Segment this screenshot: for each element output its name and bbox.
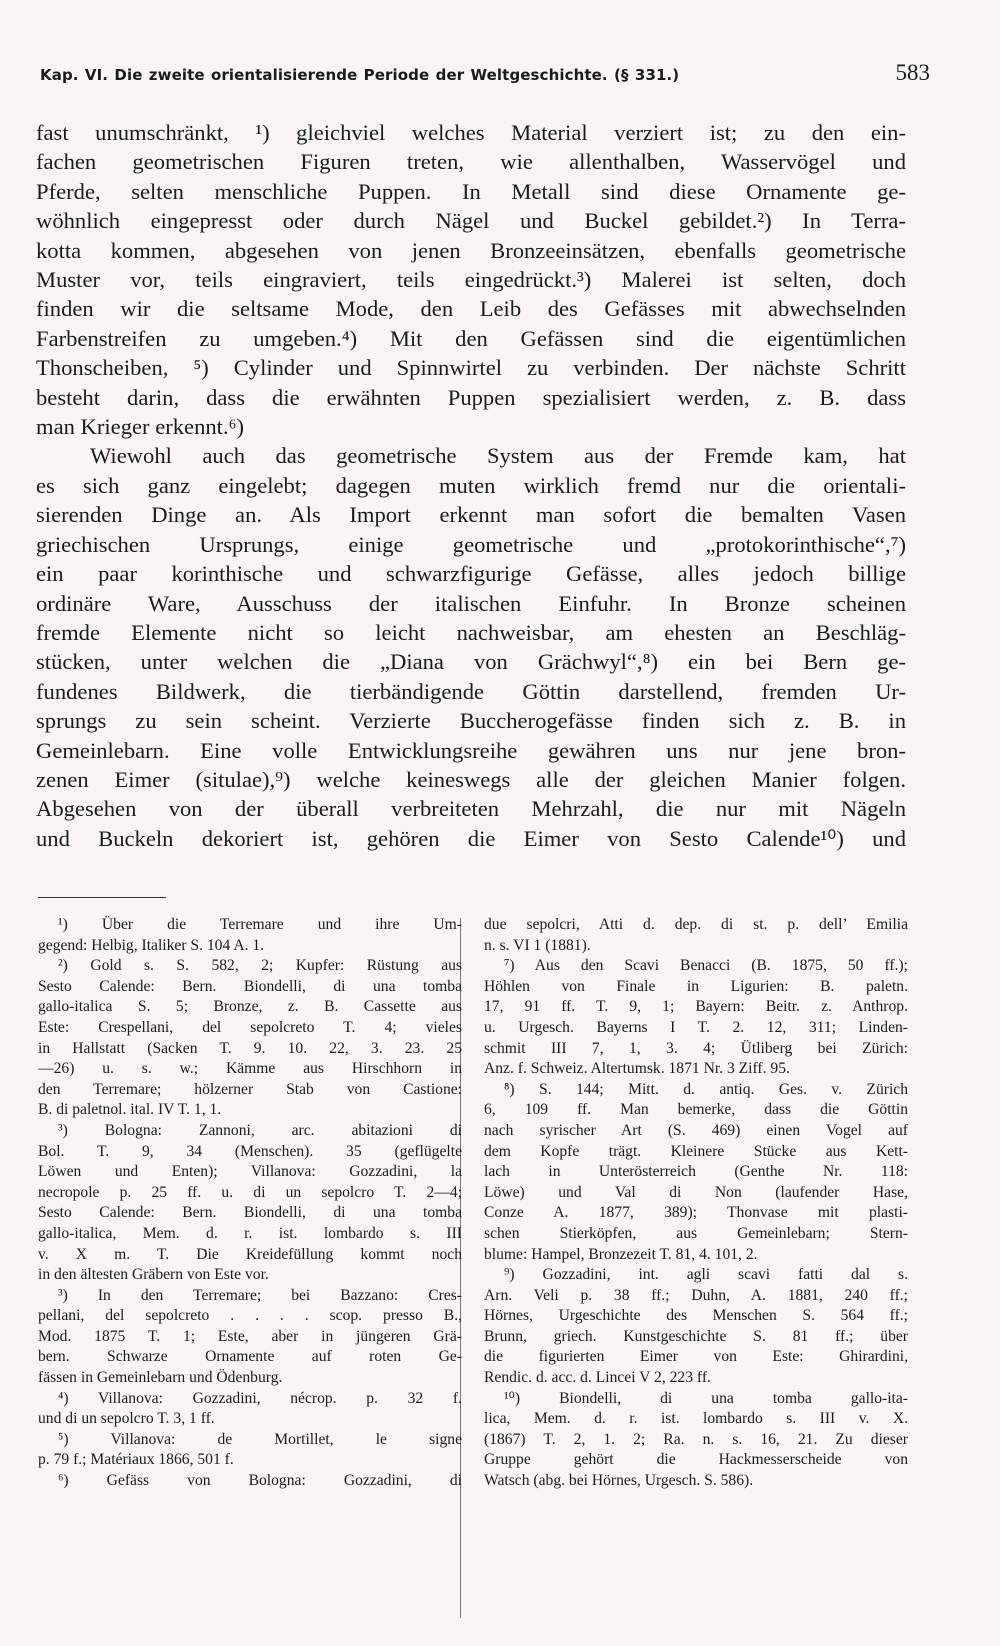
footnote-line: ¹⁰) Biondelli, di una tomba gallo-ita- — [504, 1389, 908, 1407]
footnote-line: nach syrischer Art (S. 469) einen Vogel auf — [484, 1121, 908, 1139]
footnote-line: Este: Crespellani, del sepolcreto T. 4; vieles — [38, 1018, 462, 1036]
footnote-line: v. X m. T. Die Kreidefüllung kommt noch — [38, 1245, 462, 1263]
footnote-line: Brunn, griech. Kunstgeschichte S. 81 ff.; über — [484, 1327, 908, 1345]
footnote-rule — [38, 897, 166, 898]
footnote-line: (1867) T. 2, 1. 2; Ra. n. s. 16, 21. Zu dieser — [484, 1430, 908, 1448]
text-line: fremde Elemente nicht so leicht nachweisbar, am ehesten an Beschläg- — [36, 619, 906, 645]
footnote-line: fässen in Gemeinlebarn und Ödenburg. — [38, 1369, 283, 1387]
footnote-line: Höhlen von Finale in Ligurien: B. paletn. — [484, 977, 908, 995]
footnote-line: lach in Unterösterreich (Genthe Nr. 118: — [484, 1163, 908, 1181]
footnote-line: schen Stierköpfen, aus Gemeinlebarn; Stern- — [484, 1224, 908, 1242]
footnote-line: B. di paletnol. ital. IV T. 1, 1. — [38, 1101, 222, 1119]
text-line: es sich ganz eingelebt; dagegen muten wirklich fremd nur die orientali- — [36, 472, 906, 498]
footnote-line: blume: Hampel, Bronzezeit T. 81, 4. 101, 2. — [484, 1245, 758, 1263]
text-line: Abgesehen von der überall verbreiteten Mehrzahl, die nur mit Nägeln — [36, 796, 906, 822]
footnote-line: ³) Bologna: Zannoni, arc. abitazioni di — [58, 1121, 462, 1139]
footnote-line: ³) In den Terremare; bei Bazzano: Cres- — [58, 1286, 462, 1304]
footnote-line: gallo-italica S. 5; Bronze, z. B. Cassette aus — [38, 998, 462, 1016]
footnote-line: p. 79 f.; Matériaux 1866, 501 f. — [38, 1451, 234, 1469]
text-line: fachen geometrischen Figuren treten, wie allenthalben, Wasservögel und — [36, 149, 906, 175]
footnote-line: —26) u. s. w.; Kämme aus Hirschhorn in — [38, 1060, 462, 1078]
footnote-line: Conze A. 1877, 389); Thonvase mit plasti- — [484, 1204, 908, 1222]
footnote-line: 17, 91 ff. T. 9, 1; Bayern: Beitr. z. Anthrop. — [484, 998, 908, 1016]
text-line: man Krieger erkennt.⁶) — [36, 414, 244, 440]
footnote-line: gegend: Helbig, Italiker S. 104 A. 1. — [38, 936, 265, 954]
footnote-line: Hörnes, Urgeschichte des Menschen S. 564 ff.; — [484, 1307, 908, 1325]
footnote-line: Sesto Calende: Bern. Biondelli, di una tomba — [38, 1204, 462, 1222]
footnote-line: n. s. VI 1 (1881). — [484, 936, 591, 954]
footnote-line: Arn. Veli p. 38 ff.; Duhn, A. 1881, 240 ff.; — [484, 1286, 908, 1304]
footnote-line: und di un sepolcro T. 3, 1 ff. — [38, 1410, 215, 1428]
text-line: Pferde, selten menschliche Puppen. In Metall sind diese Ornamente ge- — [36, 178, 906, 204]
footnote-line: in den ältesten Gräbern von Este vor. — [38, 1266, 269, 1284]
text-line: Wiewohl auch das geometrische System aus der Fremde kam, hat — [90, 443, 906, 469]
text-line: ein paar korinthische und schwarzfigurige Gefässe, alles jedoch billige — [36, 561, 906, 587]
footnote-line: Bol. T. 9, 34 (Menschen). 35 (geflügelte — [38, 1142, 462, 1160]
footnote-line: necropole p. 25 ff. u. di un sepolcro T. 2—4; — [38, 1183, 462, 1201]
footnote-line: Mod. 1875 T. 1; Este, aber in jüngeren Grä- — [38, 1327, 462, 1345]
footnote-line: u. Urgesch. Bayerns I T. 2. 12, 311; Linden- — [484, 1018, 908, 1036]
footnote-line: in Hallstatt (Sacken T. 9. 10. 22, 3. 23. 25 — [38, 1039, 462, 1057]
footnotes-right-column — [484, 915, 908, 1492]
footnote-line: lica, Mem. d. r. ist. lombardo s. III v. X. — [484, 1410, 908, 1428]
footnote-line: ⁵) Villanova: de Mortillet, le signe — [58, 1430, 462, 1448]
footnote-line: ⁸) S. 144; Mitt. d. antiq. Ges. v. Zürich — [504, 1080, 908, 1098]
text-line: Muster vor, teils eingraviert, teils eingedrückt.³) Malerei ist selten, doch — [36, 267, 906, 293]
footnote-line: due sepolcri, Atti d. dep. di st. p. dell’ Emilia — [484, 916, 908, 933]
text-line: zenen Eimer (situlae),⁹) welche keineswegs alle der gleichen Manier folgen. — [36, 766, 906, 792]
footnote-line: den Terremare; hölzerner Stab von Castione: — [38, 1080, 462, 1098]
footnote-line: Sesto Calende: Bern. Biondelli, di una tomba — [38, 977, 462, 995]
text-line: griechischen Ursprungs, einige geometrische und „protokorinthische“,⁷) — [36, 531, 906, 557]
text-line: besteht darin, dass die erwähnten Puppen spezialisiert werden, z. B. dass — [36, 384, 906, 410]
footnote-line: dem Kopfe trägt. Kleinere Stücke aus Kett- — [484, 1142, 908, 1160]
text-line: Farbenstreifen zu umgeben.⁴) Mit den Gefässen sind die eigentümlichen — [36, 325, 906, 351]
text-line: Thonscheiben, ⁵) Cylinder und Spinnwirtel zu verbinden. Der nächste Schritt — [36, 355, 906, 381]
paragraph — [36, 441, 906, 853]
text-line: wöhnlich eingepresst oder durch Nägel und Buckel gebildet.²) In Terra- — [36, 208, 906, 234]
text-line: finden wir die seltsame Mode, den Leib des Gefässes mit abwechselnden — [36, 296, 906, 322]
footnote-line: ¹) Über die Terremare und ihre Um- — [58, 916, 462, 933]
footnote-line: ⁷) Aus den Scavi Benacci (B. 1875, 50 ff.); — [504, 957, 908, 975]
text-line: Gemeinlebarn. Eine volle Entwicklungsreihe gewähren uns nur jene bron- — [36, 737, 906, 763]
footnote-line: ⁶) Gefäss von Bologna: Gozzadini, di — [58, 1472, 462, 1490]
main-text — [36, 118, 906, 853]
footnote-line: Rendic. d. acc. d. Lincei V 2, 223 ff. — [484, 1369, 711, 1387]
paragraph — [36, 118, 906, 441]
footnote-line: gallo-italica, Mem. d. r. ist. lombardo s. III — [38, 1224, 462, 1242]
text-line: fast unumschränkt, ¹) gleichviel welches Material verziert ist; zu den ein- — [36, 120, 906, 145]
footnote-line: ⁴) Villanova: Gozzadini, nécrop. p. 32 f. — [58, 1389, 462, 1407]
footnote-line: bern. Schwarze Ornamente auf roten Ge- — [38, 1348, 462, 1366]
footnote-line: ⁹) Gozzadini, int. agli scavi fatti dal s. — [504, 1266, 908, 1284]
footnote-line: 6, 109 ff. Man bemerke, dass die Göttin — [484, 1101, 908, 1119]
footnote-line: Löwen und Enten); Villanova: Gozzadini, la — [38, 1163, 462, 1181]
text-line: kotta kommen, abgesehen von jenen Bronzeeinsätzen, ebenfalls geometrische — [36, 237, 906, 263]
footnote-line: die figurierten Eimer von Este: Ghirardini, — [484, 1348, 908, 1366]
footnotes — [38, 915, 908, 1492]
footnote-line: Gruppe gehört die Hackmesserscheide von — [484, 1451, 908, 1469]
text-line: sprungs zu sein scheint. Verzierte Buccherogefässe finden sich z. B. in — [36, 708, 906, 734]
footnote-line: Anz. f. Schweiz. Altertumsk. 1871 Nr. 3 Ziff. 95. — [484, 1060, 790, 1078]
footnote-line: schmit III 7, 1, 3. 4; Ütliberg bei Zürich: — [484, 1039, 908, 1057]
footnote-line: Watsch (abg. bei Hörnes, Urgesch. S. 586). — [484, 1472, 754, 1490]
running-head — [40, 60, 930, 86]
text-line: ordinäre Ware, Ausschuss der italischen Einfuhr. In Bronze scheinen — [36, 590, 906, 616]
text-line: sierenden Dinge an. Als Import erkennt man sofort die bemalten Vasen — [36, 502, 906, 528]
text-line: stücken, unter welchen die „Diana von Grächwyl“,⁸) ein bei Bern ge- — [36, 649, 906, 675]
page-number: 583 — [895, 60, 930, 85]
text-line: und Buckeln dekoriert ist, gehören die Eimer von Sesto Calende¹⁰) und — [36, 825, 906, 851]
footnote-line: Löwe) und Val di Non (laufender Hase, — [484, 1183, 908, 1201]
text-line: fundenes Bildwerk, die tierbändigende Göttin darstellend, fremden Ur- — [36, 678, 906, 704]
footnote-line: pellani, del sepolcreto . . . . scop. presso B., — [38, 1307, 462, 1325]
footnotes-left-column — [38, 915, 462, 1492]
footnote-line: ²) Gold s. S. 582, 2; Kupfer: Rüstung aus — [58, 957, 462, 975]
chapter-heading: Kap. VI. Die zweite orientalisierende Periode der Weltgeschichte. (§ 331.) — [40, 66, 680, 84]
